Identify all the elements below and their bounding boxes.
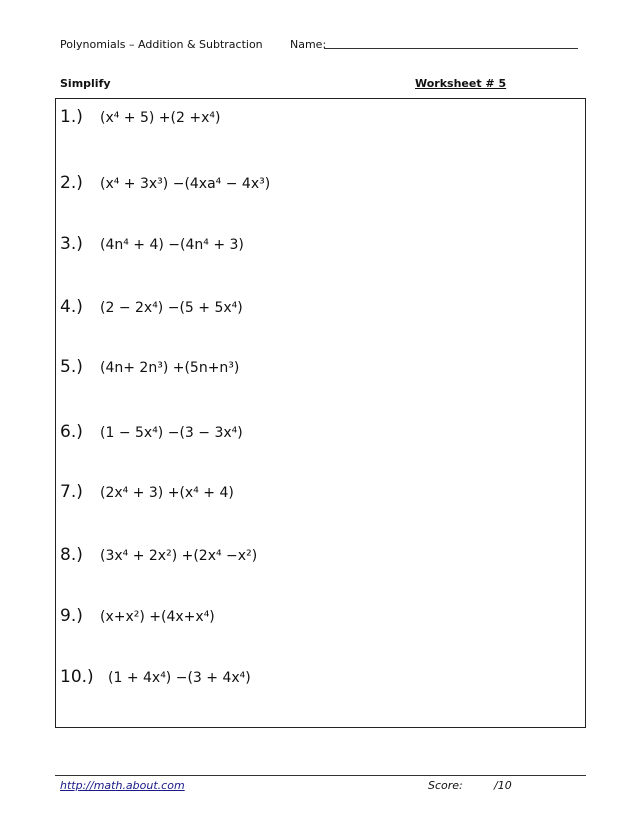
problem-number: 8.) [60,545,83,565]
problem-expression: (x⁴ + 5) +(2 +x⁴) [100,110,221,126]
problem-number: 5.) [60,357,83,377]
problem-expression: (1 − 5x⁴) −(3 − 3x⁴) [100,425,243,441]
problem-1 [60,107,220,129]
problem-number: 4.) [60,297,83,317]
score-label: Score: [428,779,463,792]
problem-9 [60,606,215,628]
worksheet-title: Polynomials – Addition & Subtraction [60,38,263,51]
problem-3 [60,234,244,256]
problem-number: 6.) [60,422,83,442]
problem-number: 2.) [60,173,83,193]
problem-6 [60,422,243,444]
name-field-line [324,48,578,49]
problem-5 [60,357,239,379]
problem-number: 9.) [60,606,83,626]
problem-expression: (2x⁴ + 3) +(x⁴ + 4) [100,485,234,501]
problem-expression: (x+x²) +(4x+x⁴) [100,609,215,625]
source-link[interactable]: http://math.about.com [60,779,185,792]
problem-expression: (1 + 4x⁴) −(3 + 4x⁴) [108,670,251,686]
problem-expression: (x⁴ + 3x³) −(4xa⁴ − 4x³) [100,176,271,192]
problem-10 [60,667,251,689]
problem-expression: (4n+ 2n³) +(5n+n³) [100,360,240,376]
problem-expression: (2 − 2x⁴) −(5 + 5x⁴) [100,300,243,316]
problem-7 [60,482,234,504]
instruction-label: Simplify [60,77,111,90]
problem-8 [60,545,257,567]
problem-4 [60,297,243,319]
problem-number: 1.) [60,107,83,127]
problem-2 [60,173,270,195]
problem-number: 7.) [60,482,83,502]
problem-expression: (4n⁴ + 4) −(4n⁴ + 3) [100,237,244,253]
name-label: Name: [290,38,327,51]
footer-rule [55,775,586,776]
problem-number: 10.) [60,667,94,687]
worksheet-number: Worksheet # 5 [415,77,507,90]
problem-number: 3.) [60,234,83,254]
problem-expression: (3x⁴ + 2x²) +(2x⁴ −x²) [100,548,258,564]
score-total: /10 [494,779,512,792]
